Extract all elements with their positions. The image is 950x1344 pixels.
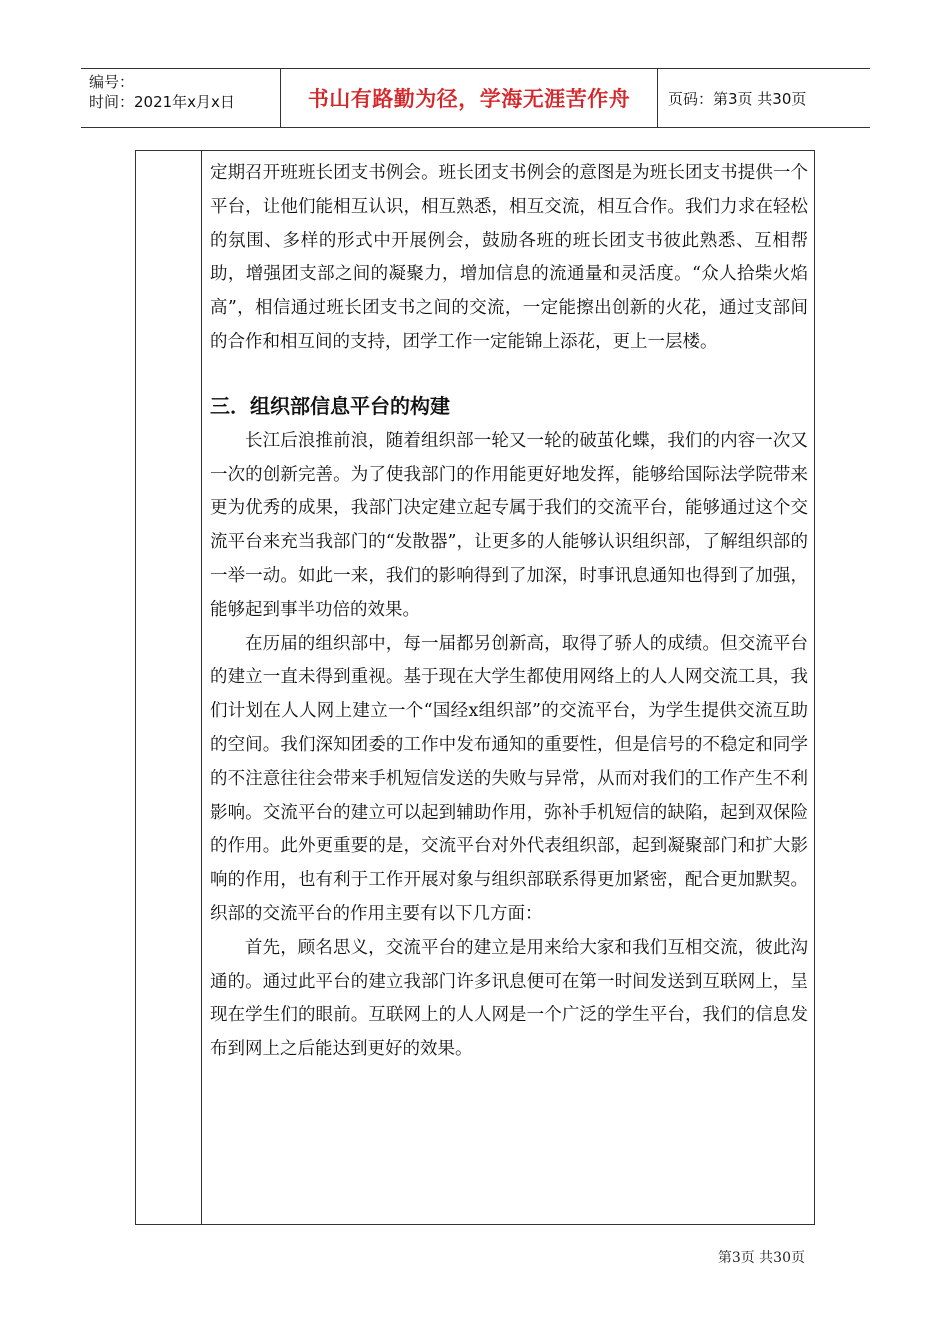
content-cell [210,157,808,1067]
page-header [81,68,870,128]
header-number: 编号： [89,73,135,91]
paragraph-1: 长江后浪推前浪，随着组织部一轮又一轮的破茧化蝶，我们的内容一次又一次的创新完善。为了使我部门的作用能更好地发挥，能够给国际法学院带来更为优秀的成果，我部门决定建立起专属于我们的交流平台，能够通过这个交流平台来充当我部门的“发散器”，让更多的人能够认识组织部，了解组织部的一举一动。如此一来，我们的影响得到了加深，时事讯息通知也得到了加强，能够起到事半功倍的效果。 [210,430,808,620]
header-motto: 书山有路勤为径，学海无涯苦作舟 [281,69,658,127]
page-footer: 第3页 共30页 [717,1250,805,1266]
paragraph-2: 在历届的组织部中，每一届都另创新高，取得了骄人的成绩。但交流平台的建立一直未得到重视。基于现在大学生都使用网络上的人人网交流工具，我们计划在人人网上建立一个“国经x组织部”的交流平台，为学生提供交流互助的空间。我们深知团委的工作中发布通知的重要性，但是信号的不稳定和同学的不注意往往会带来手机短信发送的失败与异常，从而对我们的工作产生不利影响。交流平台的建立可以起到辅助作用，弥补手机短信的缺陷，起到双保险的作用。此外更重要的是，交流平台对外代表组织部，起到凝聚部门和扩大影响的作用，也有利于工作开展对象与组织部联系得更加紧密，配合更加默契。织部的交流平台的作用主要有以下几方面： [210,633,808,924]
header-meta [81,69,281,127]
paragraph-3: 首先，顾名思义，交流平台的建立是用来给大家和我们互相交流，彼此沟通的。通过此平台的建立我部门许多讯息便可在第一时间发送到互联网上，呈现在学生们的眼前。互联网上的人人网是一个广泛的学生平台，我们的信息发布到网上之后能达到更好的效果。 [210,937,808,1060]
table-column-divider [201,151,202,1224]
paragraph-intro: 定期召开班班长团支书例会。班长团支书例会的意图是为班长团支书提供一个平台，让他们能相互认识，相互熟悉，相互交流，相互合作。我们力求在轻松的氛围、多样的形式中开展例会，鼓励各班的班长团支书彼此熟悉、互相帮助，增强团支部之间的凝聚力，增加信息的流通量和灵活度。“众人拾柴火焰高”，相信通过班长团支书之间的交流，一定能擦出创新的火花，通过支部间的合作和相互间的支持，团学工作一定能锦上添花，更上一层楼。 [210,163,808,352]
content-table [135,150,815,1225]
section-title: 三．组织部信息平台的构建 [210,393,450,418]
header-time: 时间：2021年x月x日 [89,93,235,111]
header-page-info: 页码：第3页 共30页 [668,89,807,108]
